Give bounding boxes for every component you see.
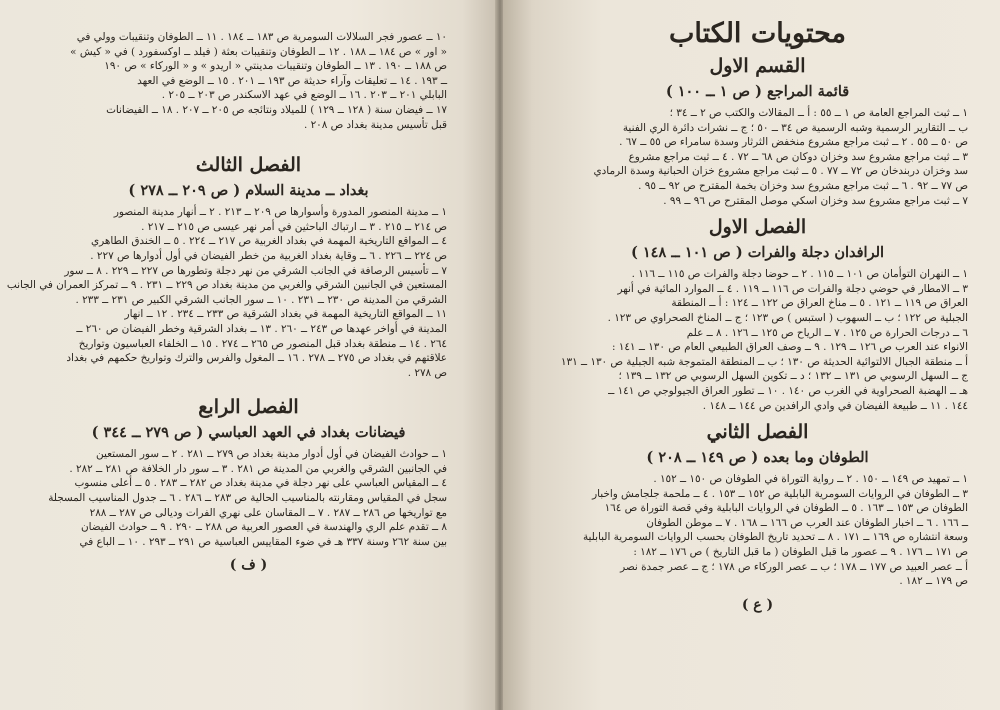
continued-chapter-entries (50, 30, 447, 132)
chapter-4-heading: الفصل الرابع (198, 396, 299, 419)
toc-line: بين سنة ٢٦٢ وسنة ٣٣٧ هـ في ضوء المقاييس العباسية ص ٢٩١ ــ ٢٩٣ . ١٠ ــ الباع في (79, 535, 447, 548)
toc-line: ١٠ ــ عصور فجر السلالات السومرية ص ١٨٣ ــ ١٨٤ . ١١ ــ الطوفان وتنقيبات وولي في (76, 31, 447, 43)
toc-line: الطوفان ص ١٥٣ ــ ١٦٣ . ٥ ــ الطوفان في الروايات البابلية وفي قصة التوراة ص ١٦٤ (604, 502, 968, 515)
chapter-2-entries (547, 472, 968, 589)
toc-line: مع تواريخها ص ٢٨٦ ــ ٢٨٧ . ٧ ــ المقاسان على نهري الفرات وديالى ص ٢٨٧ ــ ٢٨٨ (89, 506, 447, 519)
toc-line: الجبلية ص ١٢٢ ؛ ب ــ السهوب ( استبس ) ص ١٢٣ ؛ ج ــ المناخ الصحراوي ص ١٢٣ . (607, 311, 968, 324)
toc-line: ١١ ــ المواقع التاريخية المهمة في بغداد الشرقية ص ٢٣٣ ــ ٢٣٤ . ١٢ ــ انهار (124, 308, 447, 321)
right-page (503, 0, 1000, 710)
toc-line: ١ ــ ثبت المراجع العامة ص ١ ــ ٥٥ : أ ــ المقالات والكتب ص ٢ ــ ٣٤ ؛ (669, 107, 968, 119)
chapter-3-heading: الفصل الثالث (195, 154, 302, 177)
toc-line: ــ ١٦٦ . ٦ ــ اخبار الطوفان عند العرب ص ١٦٦ ــ ١٦٨ . ٧ ــ موطن الطوفان (646, 516, 968, 529)
toc-line: الانواء عند العرب ص ١٢٦ ــ ١٢٩ . ٩ ــ وصف العراق الطبيعي العام ص ١٣٠ ــ ١٤١ : (611, 341, 968, 354)
toc-line: ١٧ ــ فيضان سنة ( ١٢٨ ــ ١٢٩ ) للميلاد ونتائجه ص ٢٠٥ ــ ٢٠٧ . ١٨ ــ الفيضانات (106, 103, 447, 116)
toc-line: أ ــ منطقة الجبال الالتوائية الحديثة ص ١٣٠ ؛ ب ــ المنطقة المتموجة شبه الجبلية ص ١٣٠ ــ ١٣١ (560, 355, 968, 368)
toc-line: قبل تأسيس مدينة بغداد ص ٢٠٨ . (303, 118, 447, 131)
toc-line: ٣ ــ الطوفان في الروايات السومرية البابلية ص ١٥٢ ــ ١٥٣ . ٤ ــ ملحمة جلجامش واخبار (592, 487, 968, 500)
toc-line: العراق ص ١١٩ ــ ١٢١ . ٥ ــ مناخ العراق ص ١٢٢ ــ ١٢٤ : أ ــ المنطقة (671, 297, 968, 310)
references-subheading: قائمة المراجع ( ص ١ ــ ١٠٠ ) (665, 83, 850, 100)
toc-line: ص ٢١٤ ــ ٢١٥ . ٣ ــ ارتباك الباحثين في أمر نهر عيسى ص ٢١٥ ــ ٢١٧ . (141, 220, 447, 233)
toc-line: ٦ ــ درجات الحرارة ص ١٢٥ . ٧ ــ الرياح ص ١٢٥ ــ ١٢٦ . ٨ ــ علم (686, 326, 968, 339)
references-entries (547, 106, 968, 208)
toc-line: ٧ ــ تأسيس الرصافة في الجانب الشرقي من نهر دجلة وتطورها ص ٢٢٧ ــ ٢٢٩ . ٨ ــ سور (64, 264, 447, 277)
toc-line: « اور » ص ١٨٤ ــ ١٨٨ . ١٢ ــ الطوفان وتنقيبات بعثة ( فيلد ــ اوكسفورد ) في « كيش » (70, 45, 447, 58)
chapter-1-subheading: الرافدان دجلة والفرات ( ص ١٠١ ــ ١٤٨ ) (630, 244, 885, 262)
toc-line: أ ــ عصر العبيد ص ١٧٧ ــ ١٧٨ ؛ ب ــ عصر الوركاء ص ١٧٨ ؛ ج ــ عصر جمدة نصر (620, 560, 968, 573)
toc-line: في الجانبين الشرقي والغربي من المدينة ص ٢٨١ . ٣ ــ سور دار الخلافة ص ٢٨١ ــ ٢٨٢ . (69, 462, 447, 475)
toc-line: ١ ــ حوادث الفيضان في أول أدوار مدينة بغداد ص ٢٧٩ ــ ٢٨١ . ٢ ــ سور المستعين (96, 448, 447, 461)
chapter-2-subheading: الطوفان وما بعده ( ص ١٤٩ ــ ٢٠٨ ) (646, 449, 869, 467)
page-number: ( ف ) (229, 557, 268, 574)
chapter-3-entries (6, 205, 447, 380)
toc-line: ١٤٤ . ١١ ــ طبيعة الفيضان في وادي الرافدين ص ١٤٤ ــ ١٤٨ . (702, 399, 968, 412)
page-number: ( ع ) (741, 596, 774, 613)
toc-line: ١ ــ تمهيد ص ١٤٩ ــ ١٥٠ . ٢ ــ رواية التوراة في الطوفان ص ١٥٠ ــ ١٥٢ . (653, 473, 968, 486)
toc-line: ص ١٧١ ــ ١٧٦ . ٩ ــ عصور ما قبل الطوفان ( ما قبل التاريخ ) ص ١٧٦ ــ ١٨٢ : (633, 546, 968, 559)
toc-line: ج ــ السهل الرسوبي ص ١٣١ ــ ١٣٢ ؛ د ــ تكوين السهل الرسوبي ص ١٣٢ ــ ١٣٩ ؛ (618, 370, 968, 383)
toc-line: البابلي ٢٠١ ــ ٢٠٣ . ١٦ ــ الوضع في عهد الاسكندر ص ٢٠٣ ــ ٢٠٥ . (161, 89, 447, 102)
book-contents-title: محتويات الكتاب (669, 18, 846, 49)
chapter-1-entries (547, 267, 968, 413)
chapter-4-subheading: فيضانات بغداد في العهد العباسي ( ص ٢٧٩ ــ ٣٤٤ ) (91, 424, 406, 442)
left-page (0, 0, 497, 710)
toc-line: علاقتهم في بغداد ص ٢٧٥ ــ ٢٧٨ . ١٦ ــ المغول والفرس والترك وتواريخ حكمهم في بغداد (66, 352, 447, 365)
toc-line: ٤ ــ المواقع التاريخية المهمة في بغداد الغربية ص ٢١٧ ــ ٢٢٤ . ٥ ــ الخندق الطاهري (90, 235, 447, 248)
toc-line: هـ ــ الهضبة الصحراوية في الغرب ص ١٤٠ . ١٠ ــ تطور العراق الجيولوجي ص ١٤١ ــ (608, 384, 968, 397)
chapter-4-entries (50, 447, 447, 549)
part-heading: القسم الاول (709, 55, 806, 77)
toc-line: ب ــ التقارير الرسمية وشبه الرسمية ص ٣٤ ــ ٥٠ ؛ ج ــ نشرات دائرة الري الفنية (622, 121, 968, 134)
toc-line: ٢٦٤ . ١٤ ــ منطقة بغداد قبل المنصور ص ٢٦٥ ــ ٢٧٤ . ١٥ ــ الخلفاء العباسيون وتواريخ (78, 337, 447, 350)
chapter-1-heading: الفصل الاول (708, 216, 807, 239)
toc-line: سجل في المقياس ومقارنته بالمناسيب الحالية ص ٢٨٣ ــ ٢٨٦ . ٦ ــ جدول المناسيب المسجلة (48, 492, 447, 505)
toc-line: ــ ١٩٣ . ١٤ ــ تعليقات وآراء حديثة ص ١٩٣ ــ ٢٠١ . ١٥ ــ الوضع في العهد (137, 74, 447, 87)
toc-line: سد وخزان دربندخان ص ٧٢ ــ ٧٧ . ٥ ــ ثبت مراجع مشروع خزان الحبانية وسدة الرمادي (593, 165, 968, 178)
toc-line: ٣ ــ الامطار في حوضي دجلة والفرات ص ١١٦ ــ ١١٩ . ٤ ــ الموارد المائية في أنهر (617, 282, 968, 295)
toc-line: ١ ــ النهران التوأمان ص ١٠١ ــ ١١٥ . ٢ ــ حوضا دجلة والفرات ص ١١٥ ــ ١١٦ . (631, 268, 968, 281)
toc-line: المستعين في الجانبين الشرقي والغربي من مدينة بغداد ص ٢٢٩ ــ ٢٣١ . ٩ ــ تمركز العمران في الجانب (6, 279, 447, 292)
chapter-3-subheading: بغداد ــ مدينة السلام ( ص ٢٠٩ ــ ٢٧٨ ) (128, 182, 369, 200)
toc-line: ٤ ــ المقياس العباسي على نهر دجلة في مدينة بغداد ص ٢٨٢ ــ ٢٨٣ . ٥ ــ أعلى منسوب (74, 477, 447, 490)
toc-line: ٧ ــ ثبت مراجع مشروع سد وخزان اسكي موصل المقترح ص ٩٦ ــ ٩٩ . (663, 194, 968, 207)
toc-line: ص ٥٠ ــ ٥٥ . ٢ ــ ثبت مراجع مشروع منخفض الثرثار وسدة سامراء ص ٥٥ ــ ٦٧ . (619, 136, 968, 149)
toc-line: وسعة انتشاره ص ١٦٩ ــ ١٧١ . ٨ ــ تحديد تاريخ الطوفان بحسب الروايات السومرية البابلية (582, 531, 968, 544)
toc-line: ص ١٨٨ ــ ١٩٠ . ١٣ ــ الطوفان وتنقيبات مدينتي « اريدو » و « الوركاء » ص ١٩٠ (104, 60, 447, 73)
toc-line: ص ٢٧٨ . (407, 366, 447, 379)
toc-line: ١ ــ مدينة المنصور المدورة وأسوارها ص ٢٠٩ ــ ٢١٣ . ٢ ــ أنهار مدينة المنصور (113, 206, 447, 219)
chapter-2-heading: الفصل الثاني (706, 421, 809, 444)
toc-line: ٨ ــ تقدم علم الري والهندسة في العصور العربية ص ٢٨٨ ــ ٢٩٠ . ٩ ــ حوادث الفيضان (80, 521, 447, 534)
toc-line: المدينة في أواخر عهدها ص ٢٤٣ ــ ٢٦٠ . ١٣ ــ بغداد الشرقية وخطر الفيضان ص ٢٦٠ ــ (76, 322, 447, 335)
toc-line: ٣ ــ ثبت مراجع مشروع سد وخزان دوكان ص ٦٨ ــ ٧٢ . ٤ ــ ثبت مراجع مشروع (628, 150, 968, 163)
toc-line: ص ٢٢٤ ــ ٢٢٦ . ٦ ــ وقاية بغداد الغربية من خطر الفيضان في أول أدوارها ص ٢٢٧ . (90, 249, 447, 262)
toc-line: الشرقي من المدينة ص ٢٣٠ ــ ٢٣١ . ١٠ ــ سور الجانب الشرقي الكبير ص ٢٣١ ــ ٢٣٣ . (75, 293, 447, 306)
toc-line: ص ٧٧ ــ ٩٢ . ٦ ــ ثبت مراجع مشروع سد وخزان بخمة المقترح ص ٩٢ ــ ٩٥ . (638, 179, 968, 192)
toc-line: ص ١٧٩ ــ ١٨٢ . (899, 575, 968, 588)
